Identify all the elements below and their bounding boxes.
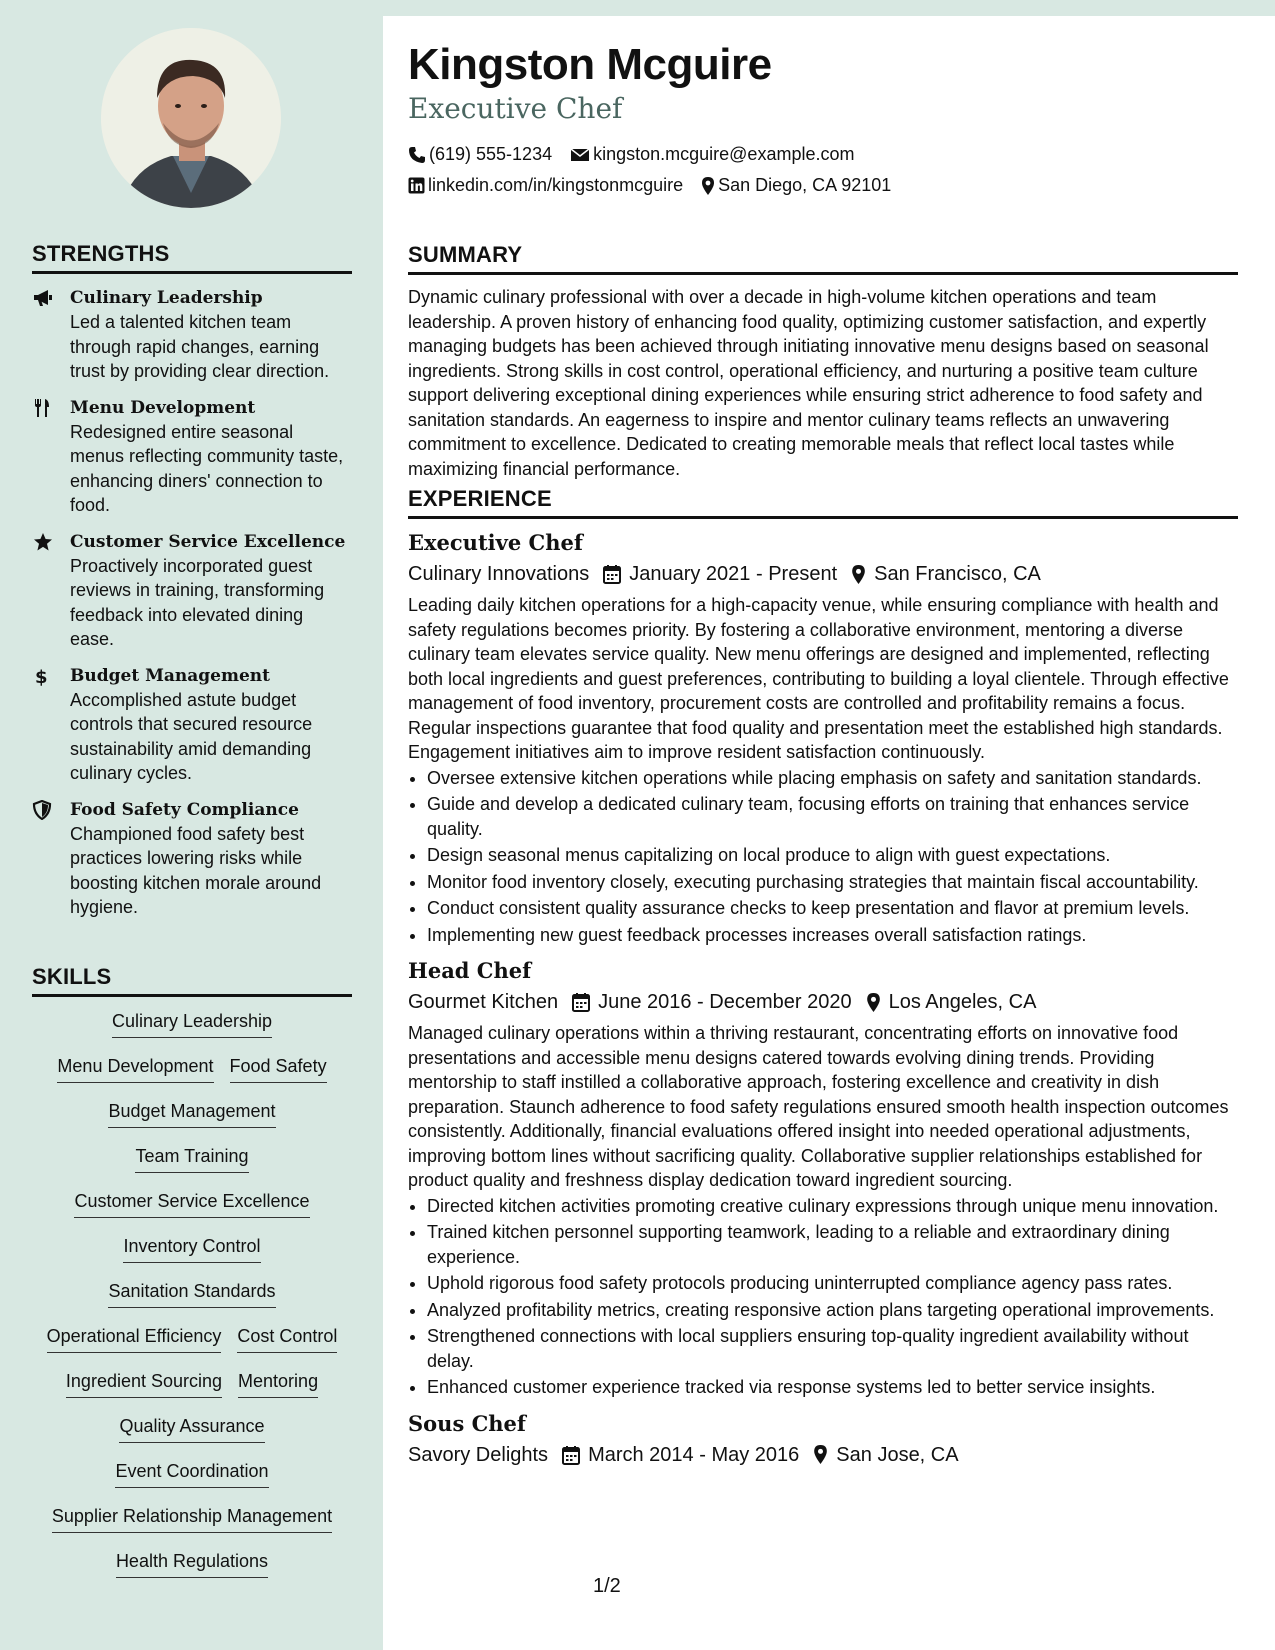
contact-row-1: [408, 144, 872, 165]
skill-row: [32, 1279, 352, 1324]
job-location: San Francisco, CA: [874, 563, 1041, 585]
shield-icon: [32, 800, 54, 820]
candidate-title: Executive Chef: [408, 92, 623, 125]
job-dates: March 2014 - May 2016: [588, 1443, 800, 1466]
job-meta: [408, 1440, 1238, 1470]
job-company: Savory Delights: [408, 1443, 549, 1466]
skills-list: [32, 1009, 352, 1594]
summary-heading: SUMMARY: [408, 242, 1238, 275]
job-bullet: • Directed kitchen activities promoting creative culinary expressions through unique menu innovation.: [427, 1194, 1238, 1219]
skill-row: [32, 1504, 352, 1549]
email-contact[interactable]: [570, 144, 854, 165]
job-entry: [408, 529, 1238, 947]
job-entry: [408, 957, 1238, 1400]
skill-row: [32, 1369, 352, 1414]
map-pin-icon: [866, 992, 881, 1013]
job-bullet: • Monitor food inventory closely, executing purchasing strategies that maintain fiscal accountability.: [427, 870, 1238, 895]
job-meta: [408, 559, 1238, 589]
skill-tag: Cost Control: [237, 1324, 337, 1353]
skill-tag: Food Safety: [230, 1054, 327, 1083]
job-dates-item: [572, 987, 852, 1017]
job-title: Sous Chef: [408, 1410, 526, 1436]
linkedin-text: linkedin.com/in/kingstonmcguire: [428, 175, 684, 195]
skill-tag: Sanitation Standards: [108, 1279, 275, 1308]
job-dates: January 2021 - Present: [629, 563, 838, 585]
job-location: Los Angeles, CA: [888, 991, 1037, 1013]
job-bullet: • Design seasonal menus capitalizing on local produce to align with guest expectations.: [427, 843, 1238, 868]
svg-text:$: $: [35, 666, 48, 686]
job-bullet: • Enhanced customer experience tracked via response systems led to better service insights.: [427, 1375, 1238, 1400]
job-dates-item: [603, 559, 837, 589]
strength-item: [32, 530, 352, 652]
job-description: Managed culinary operations within a thriving restaurant, concentrating efforts on innovative food presentations and accessible menu designs catered towards evolving dining trends. Providing mentorship to staff instilled a collaborative approach, fostering excellence and creativity in dish preparation. Staunch adherence to food safety regulations ensured smooth health inspection outcomes consistently. Additionally, financial evaluations offered insight into needed operational adjustments, improving bottom lines without sacrificing quality. Collaborative supplier relationships established for product quality and freshness display dedication toward ingredient sourcing.: [408, 1023, 1229, 1190]
strength-item: [32, 798, 352, 920]
skill-row: [32, 1099, 352, 1144]
strength-title: Customer Service Excellence: [70, 531, 346, 552]
skill-row: [32, 1324, 352, 1369]
job-bullet: • Trained kitchen personnel supporting teamwork, leading to a reliable and extraordinary dining experience.: [427, 1220, 1238, 1269]
job-bullet: • Oversee extensive kitchen operations while placing emphasis on safety and sanitation standards.: [427, 766, 1238, 791]
phone-contact[interactable]: [408, 144, 552, 165]
skill-tag: Budget Management: [108, 1099, 275, 1128]
experience-section: [408, 486, 1238, 1470]
dollar-icon: [32, 666, 54, 686]
skill-tag: Health Regulations: [116, 1549, 268, 1578]
linkedin-contact[interactable]: [408, 175, 683, 196]
job-title: Executive Chef: [408, 530, 583, 555]
phone-text: (619) 555-1234: [429, 144, 553, 164]
job-bullet: • Strengthened connections with local suppliers ensuring top-quality ingredient availability without delay.: [427, 1324, 1238, 1373]
utensils-icon: [32, 398, 54, 418]
skill-tag: Customer Service Excellence: [74, 1189, 309, 1218]
strength-title: Budget Management: [70, 665, 271, 686]
skill-tag: Event Coordination: [115, 1459, 268, 1488]
sidebar: [0, 0, 383, 1650]
job-description: Leading daily kitchen operations for a high-capacity venue, while ensuring compliance with health and safety regulations becomes priority. By fostering a collaborative environment, mentoring a diverse culinary team elevates service quality. New menu offerings are designed and implemented, reflecting both local ingredients and guest preferences, contributing to building a loyal clientele. Through effective management of food inventory, procurement costs are controlled and profitability remains a focus. Regular inspections guarantee that food quality and presentation meet the established high standards. Engagement initiatives aim to improve resident satisfaction continuously.: [408, 595, 1229, 762]
strength-title: Food Safety Compliance: [70, 799, 299, 820]
job-meta: [408, 987, 1238, 1017]
job-bullets: [408, 766, 1238, 948]
job-bullet: • Analyzed profitability metrics, creating responsive action plans targeting operational improvements.: [427, 1298, 1238, 1323]
email-text: kingston.mcguire@example.com: [593, 144, 855, 164]
skill-row: [32, 1054, 352, 1099]
calendar-icon: [572, 992, 590, 1012]
job-location-item: [851, 559, 1041, 589]
map-pin-icon: [813, 1444, 828, 1465]
skill-tag: Mentoring: [238, 1369, 318, 1398]
strengths-heading: STRENGTHS: [32, 241, 352, 274]
jobs-list: [408, 529, 1238, 1470]
job-location: San Jose, CA: [836, 1443, 959, 1466]
contact-row-2: [408, 175, 909, 196]
job-company: Gourmet Kitchen: [408, 991, 559, 1013]
skill-tag: Team Training: [135, 1144, 248, 1173]
calendar-icon: [562, 1445, 580, 1465]
job-bullet: • Conduct consistent quality assurance checks to keep presentation and flavor at premium levels.: [427, 896, 1238, 921]
skill-row: [32, 1234, 352, 1279]
calendar-icon: [603, 564, 621, 584]
skill-tag: Operational Efficiency: [47, 1324, 222, 1353]
job-location-item: [813, 1440, 958, 1470]
location-text: San Diego, CA 92101: [718, 175, 892, 195]
skills-section: [32, 964, 352, 1594]
job-bullet: • Uphold rigorous food safety protocols producing uninterrupted compliance agency pass rates.: [427, 1271, 1238, 1296]
strength-desc: Proactively incorporated guest reviews in training, transforming feedback into elevated dining ease.: [70, 555, 325, 649]
strength-desc: Accomplished astute budget controls that secured resource sustainability amid demanding culinary cycles.: [70, 689, 313, 783]
experience-heading: EXPERIENCE: [408, 486, 1238, 519]
job-bullets: [408, 1194, 1238, 1400]
job-company: Culinary Innovations: [408, 563, 590, 585]
skill-row: [32, 1459, 352, 1504]
map-pin-icon: [851, 564, 866, 585]
phone-icon: [408, 146, 426, 164]
job-bullet: • Implementing new guest feedback processes increases overall satisfaction ratings.: [427, 923, 1238, 948]
linkedin-icon: [408, 177, 425, 194]
map-pin-icon: [701, 176, 715, 196]
job-dates-item: [562, 1440, 799, 1470]
skills-heading: SKILLS: [32, 964, 352, 997]
summary-text: Dynamic culinary professional with over a decade in high-volume kitchen operations and team leadership. A proven history of enhancing food quality, optimizing customer satisfaction, and expertly managing budgets has been achieved through initiating innovative menu designs based on seasonal ingredients. Strong skills in cost control, operational efficiency, and nurturing a positive team culture support delivering exceptional dining experiences while ensuring strict adherence to food safety and sanitation standards. An eagerness to inspire and mentor culinary teams reflects an unwavering commitment to excellence. Dedicated to creating memorable meals that reflect local tastes while maximizing financial performance.: [408, 287, 1209, 479]
main-content: [383, 16, 1275, 1650]
strengths-section: [32, 241, 352, 920]
page-number: 1/2: [593, 1575, 621, 1597]
strength-item: [32, 396, 352, 518]
skill-tag: Quality Assurance: [119, 1414, 264, 1443]
skill-row: [32, 1549, 352, 1594]
job-entry: [408, 1410, 1238, 1470]
strength-title: Menu Development: [70, 397, 256, 418]
skill-tag: Culinary Leadership: [112, 1009, 272, 1038]
star-icon: [32, 532, 54, 552]
skill-row: [32, 1009, 352, 1054]
strength-item: [32, 286, 352, 384]
skill-tag: Menu Development: [57, 1054, 213, 1083]
skill-row: [32, 1189, 352, 1234]
skill-tag: Inventory Control: [123, 1234, 260, 1263]
job-bullet: • Guide and develop a dedicated culinary team, focusing efforts on training that enhances service quality.: [427, 792, 1238, 841]
strength-title: Culinary Leadership: [70, 288, 263, 308]
strength-desc: Redesigned entire seasonal menus reflecting community taste, enhancing diners' connection to food.: [70, 421, 344, 515]
job-title: Head Chef: [408, 958, 532, 983]
profile-photo: [101, 28, 281, 208]
skill-tag: Supplier Relationship Management: [52, 1504, 332, 1533]
skill-row: [32, 1144, 352, 1189]
skill-row: [32, 1414, 352, 1459]
megaphone-icon: [32, 288, 54, 308]
strength-item: [32, 664, 352, 786]
strength-desc: Led a talented kitchen team through rapid changes, earning trust by providing clear direction.: [70, 312, 330, 381]
strength-desc: Championed food safety best practices lowering risks while boosting kitchen morale around hygiene.: [70, 823, 322, 917]
candidate-name: Kingston Mcguire: [408, 40, 772, 89]
job-location-item: [866, 987, 1037, 1017]
location-contact: [701, 175, 891, 196]
skill-tag: Ingredient Sourcing: [66, 1369, 222, 1398]
summary-section: [408, 242, 1238, 481]
envelope-icon: [570, 147, 590, 163]
job-dates: June 2016 - December 2020: [598, 991, 852, 1013]
